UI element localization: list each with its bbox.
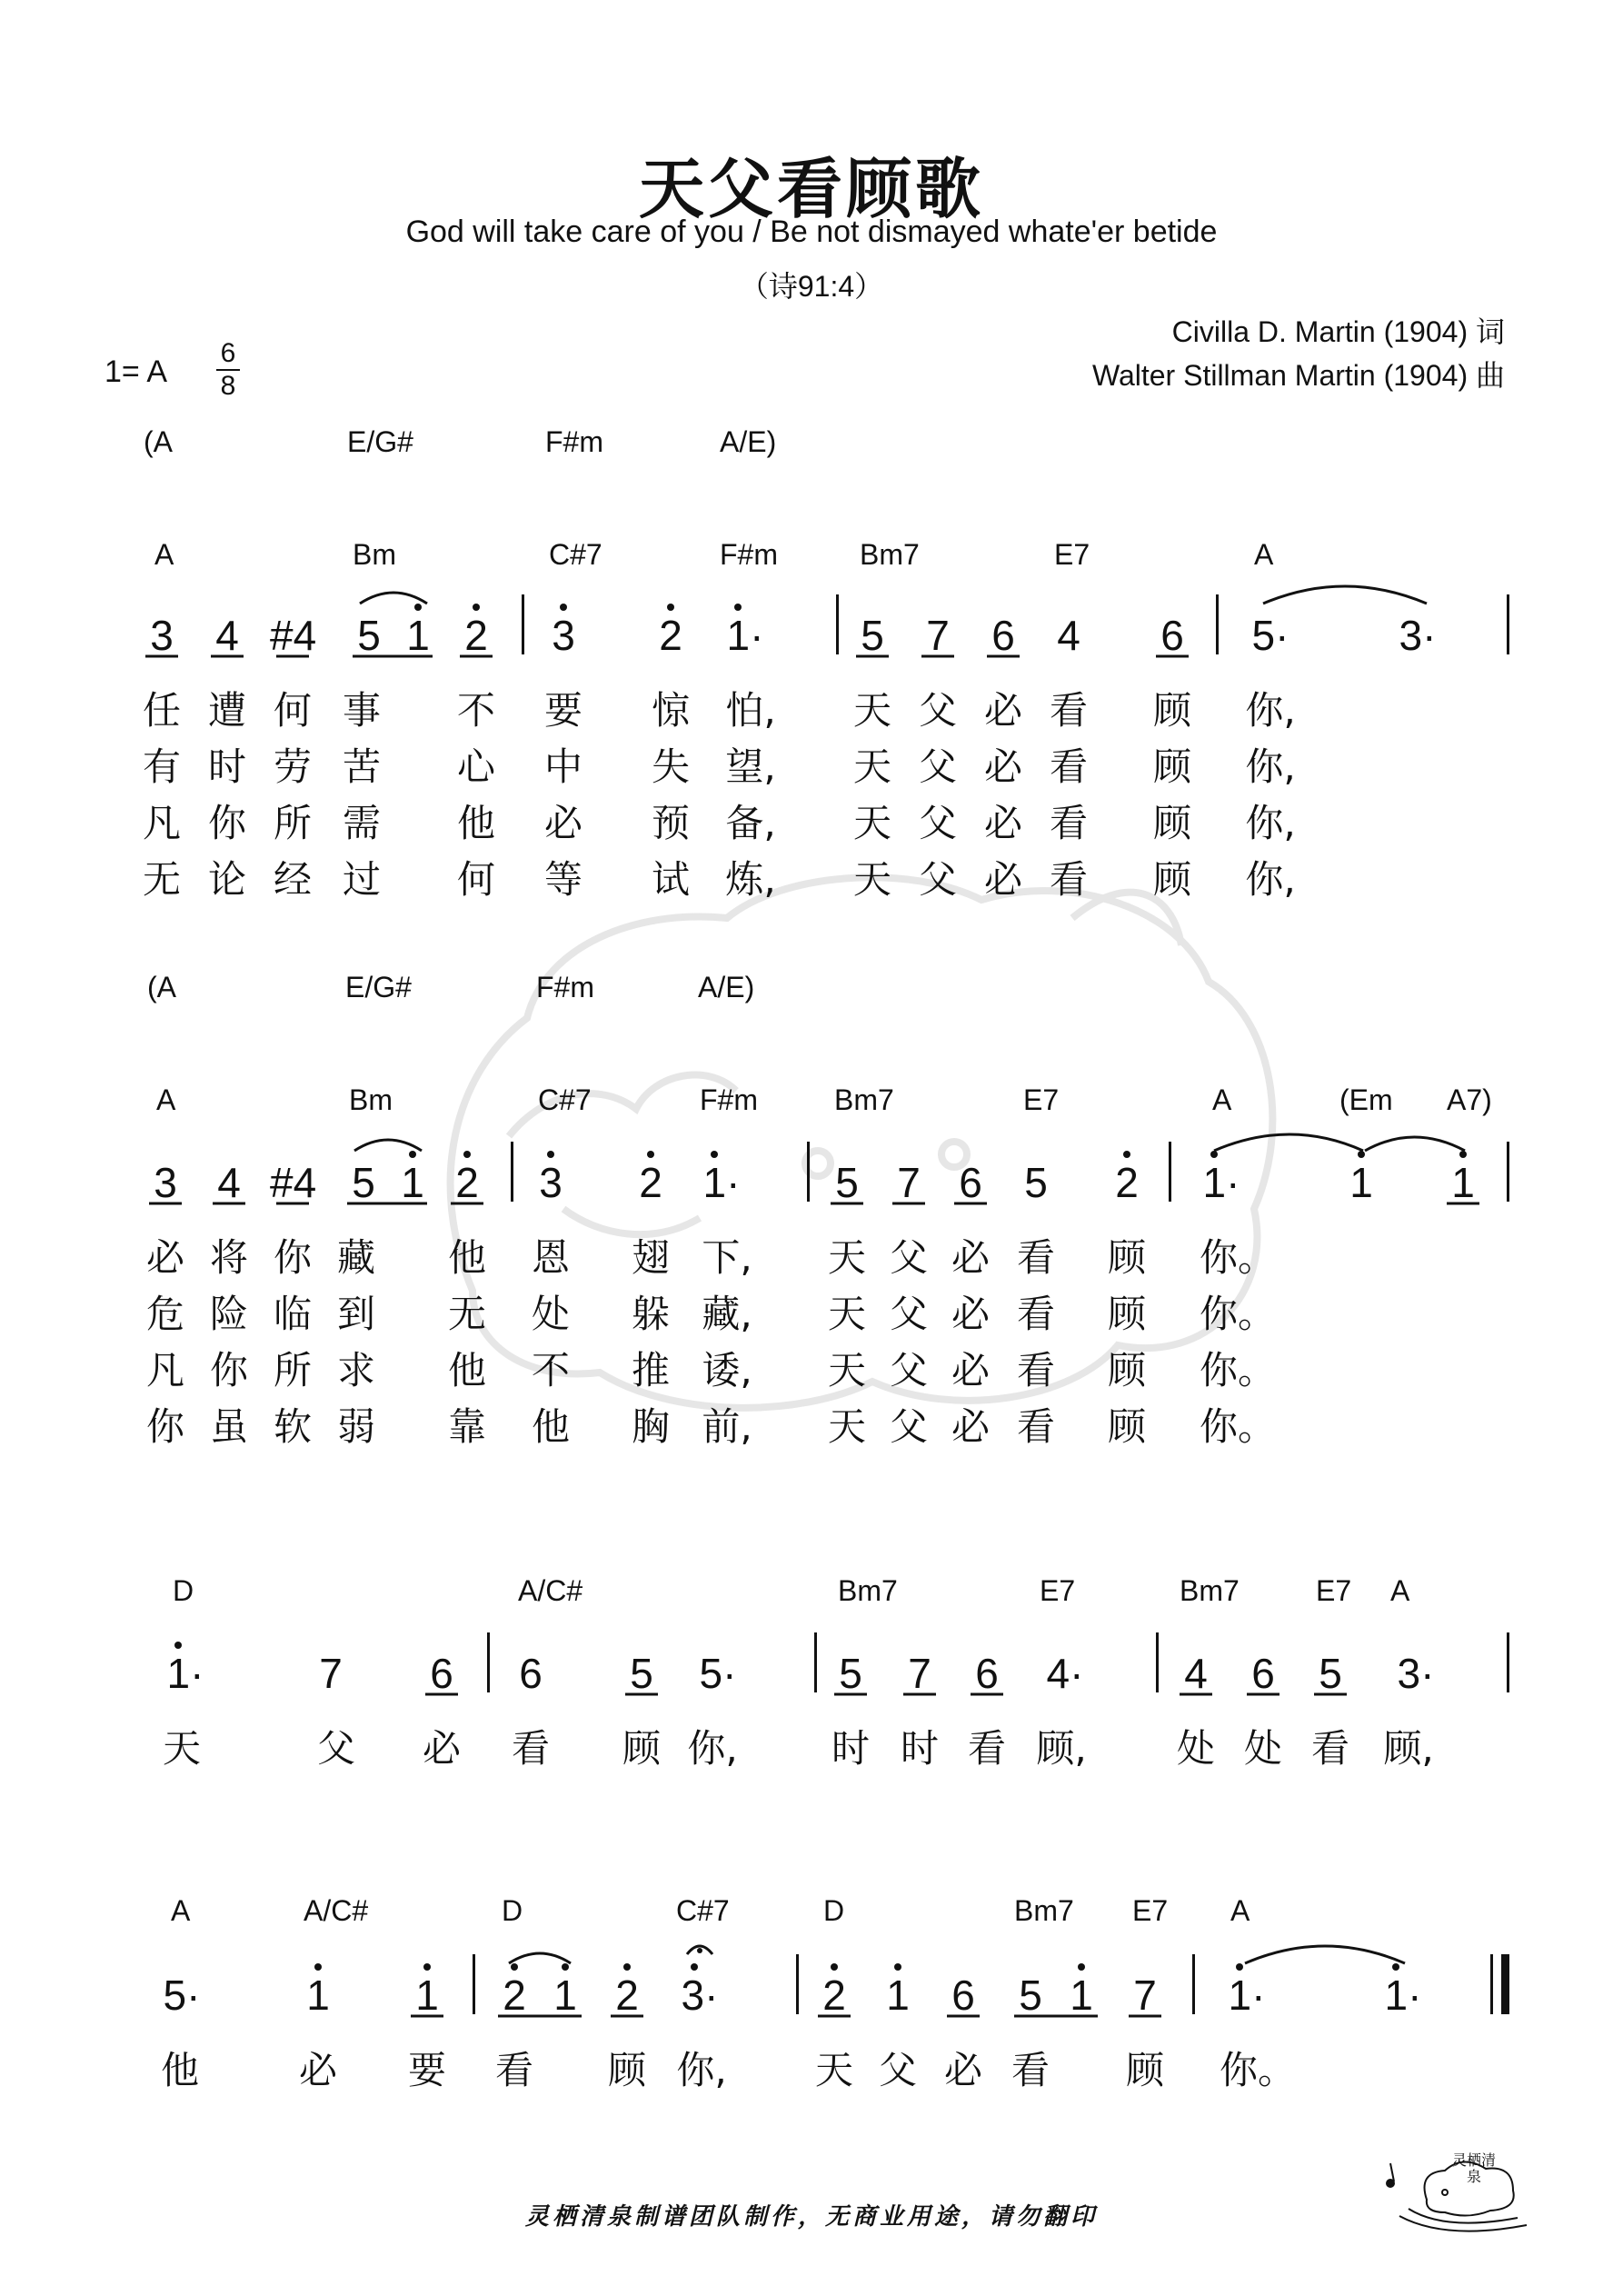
lyric: 天 <box>827 1292 866 1336</box>
lyric: 他 <box>456 801 495 845</box>
note: 5 <box>1019 1972 1042 2019</box>
lyric: 他 <box>531 1404 570 1449</box>
lyric: 你 <box>273 1235 312 1280</box>
note: 1 <box>306 1972 330 2019</box>
lyric: 天 <box>852 857 891 902</box>
note: 2 <box>822 1972 846 2019</box>
note: 2 <box>639 1159 662 1206</box>
lyric: 靠 <box>447 1404 486 1449</box>
lyric: 顾 <box>607 2048 646 2092</box>
alt-chord: F#m <box>545 425 603 458</box>
lyric: 父 <box>889 1348 928 1393</box>
lyric: 天 <box>852 744 891 789</box>
lyric: 何 <box>456 857 495 902</box>
lyric: 临 <box>273 1292 312 1336</box>
lyric: 你 <box>145 1404 184 1449</box>
lyric: 父 <box>889 1404 928 1449</box>
lyric: 他 <box>447 1235 486 1280</box>
lyric: 软 <box>273 1404 312 1449</box>
note: 6 <box>1160 612 1184 659</box>
lyric: 父 <box>316 1726 355 1771</box>
lyric: 任 <box>142 688 181 733</box>
lyric: 失 <box>651 744 690 789</box>
lyric: 经 <box>273 857 312 902</box>
lyric: 看 <box>1049 857 1088 902</box>
note: 5 <box>630 1650 653 1697</box>
note: 5· <box>699 1650 737 1697</box>
chord-symbol: D <box>823 1894 845 1927</box>
lyric: 看 <box>494 2048 533 2092</box>
lyric: 躲 <box>631 1292 670 1336</box>
key-signature: 1= A <box>105 354 168 389</box>
note: 3· <box>1397 1650 1435 1697</box>
note: 5 <box>861 612 884 659</box>
chord-symbol: E7 <box>1316 1574 1352 1607</box>
chord-symbol: A <box>171 1894 191 1927</box>
lyric: 你, <box>1245 857 1296 902</box>
note: 7 <box>926 612 950 659</box>
lyric: 看 <box>1049 801 1088 845</box>
note: 1 <box>886 1972 910 2019</box>
lyric: 下, <box>702 1235 752 1280</box>
chord-symbol: Bm7 <box>860 538 920 571</box>
chord-symbol: A/C# <box>304 1894 369 1927</box>
lyric: 何 <box>273 688 312 733</box>
lyric: 论 <box>207 857 246 902</box>
time-numerator: 6 <box>220 338 236 368</box>
lyric: 备, <box>725 801 776 845</box>
lyric: 你。 <box>1220 2048 1297 2092</box>
lyric: 前, <box>702 1404 752 1449</box>
lyric: 所 <box>273 801 312 845</box>
lyric: 你。 <box>1200 1404 1277 1449</box>
note: 4 <box>217 1159 241 1206</box>
lyric: 看 <box>1016 1404 1055 1449</box>
chord-symbol: A <box>1212 1083 1232 1116</box>
note: 1· <box>1384 1972 1422 2019</box>
lyric: 你。 <box>1200 1292 1277 1336</box>
lyricist-credit: Civilla D. Martin (1904) 词 <box>1171 315 1505 348</box>
lyric: 心 <box>456 744 495 789</box>
chord-symbol: A/C# <box>518 1574 583 1607</box>
lyric: 不 <box>531 1348 570 1393</box>
lyric: 无 <box>447 1292 486 1336</box>
logo-text: 灵栖清泉 <box>1451 2151 1496 2185</box>
scripture-reference: （诗91:4） <box>739 270 884 303</box>
lyric: 凡 <box>145 1348 184 1393</box>
chord-symbol: Bm7 <box>834 1083 894 1116</box>
note: 1· <box>702 1159 741 1206</box>
lyric: 时 <box>207 744 246 789</box>
lyric: 惊 <box>651 688 690 733</box>
chord-symbol: Bm7 <box>838 1574 898 1607</box>
lyric: 他 <box>160 2048 199 2092</box>
chord-symbol: Bm <box>353 538 396 571</box>
note: 5 <box>357 612 381 659</box>
lyric: 你, <box>676 2048 727 2092</box>
chord-symbol: A <box>1230 1894 1250 1927</box>
note: 4 <box>215 612 239 659</box>
lyric: 将 <box>209 1235 248 1280</box>
note: 6 <box>959 1159 982 1206</box>
lyric: 时 <box>831 1726 870 1771</box>
lyric: 看 <box>1016 1348 1055 1393</box>
lyric: 父 <box>878 2048 917 2092</box>
lyric: 虽 <box>209 1404 248 1449</box>
alt-chord: F#m <box>536 971 594 1003</box>
note: 2 <box>659 612 682 659</box>
lyric: 望, <box>725 744 776 789</box>
lyric: 你, <box>1245 744 1296 789</box>
note: 5 <box>839 1650 862 1697</box>
lyric: 有 <box>142 744 181 789</box>
lyric: 顾 <box>1152 801 1191 845</box>
note: 7 <box>897 1159 921 1206</box>
lyric: 必 <box>145 1235 184 1280</box>
chord-symbol: A <box>1254 538 1274 571</box>
chord-symbol: D <box>173 1574 194 1607</box>
lyric: 恩 <box>531 1235 570 1280</box>
song-title: 天父看顾歌 <box>638 151 984 227</box>
lyric: 看 <box>1049 688 1088 733</box>
lyric: 看 <box>967 1726 1006 1771</box>
note: 1 <box>1070 1972 1093 2019</box>
note: 1· <box>726 612 764 659</box>
lyric: 必 <box>951 1348 990 1393</box>
chord-symbol: E7 <box>1023 1083 1060 1116</box>
lyric: 你。 <box>1200 1348 1277 1393</box>
lyric: 必 <box>951 1235 990 1280</box>
note: 4 <box>1057 612 1080 659</box>
lyric: 看 <box>1011 2048 1050 2092</box>
lyric: 顾 <box>1152 857 1191 902</box>
lyric: 推 <box>631 1348 670 1393</box>
lyric: 要 <box>407 2048 446 2092</box>
lyric: 需 <box>342 801 381 845</box>
lyric: 必 <box>422 1726 461 1771</box>
chord-symbol: C#7 <box>549 538 602 571</box>
lyric: 看 <box>1016 1292 1055 1336</box>
note: 1· <box>166 1650 204 1697</box>
note: 6 <box>519 1650 543 1697</box>
lyric: 到 <box>336 1292 375 1336</box>
song-subtitle: God will take care of you / Be not dismayed whate'er betide <box>405 215 1218 249</box>
lyric: 苦 <box>342 744 381 789</box>
alt-chord: E/G# <box>347 425 413 458</box>
alt-chord: E/G# <box>345 971 412 1003</box>
note: 6 <box>1251 1650 1275 1697</box>
lyric: 时 <box>900 1726 939 1771</box>
lyric: 凡 <box>142 801 181 845</box>
note: 2 <box>455 1159 479 1206</box>
lyric: 藏, <box>702 1292 752 1336</box>
chord-symbol: A7) <box>1447 1083 1492 1116</box>
lyric: 所 <box>273 1348 312 1393</box>
lyric: 你, <box>1245 688 1296 733</box>
note: 5 <box>352 1159 375 1206</box>
lyric: 看 <box>1016 1235 1055 1280</box>
note: 3 <box>150 612 174 659</box>
lyric: 天 <box>162 1726 201 1771</box>
footer-notice: 灵栖清泉制谱团队制作，无商业用途，请勿翻印 <box>524 2203 1098 2231</box>
lyric: 必 <box>951 1292 990 1336</box>
note: 5 <box>1319 1650 1342 1697</box>
note: 2 <box>615 1972 639 2019</box>
lyric: 过 <box>342 857 381 902</box>
lyric: 炼, <box>725 857 776 902</box>
lyric: 诿, <box>702 1348 752 1393</box>
lyric: 你, <box>1245 801 1296 845</box>
alt-chord: (A <box>147 971 176 1003</box>
chord-symbol: A <box>154 538 174 571</box>
lyric: 你 <box>207 801 246 845</box>
chord-symbol: A <box>156 1083 176 1116</box>
lyric: 父 <box>889 1235 928 1280</box>
note: 6 <box>991 612 1015 659</box>
lyric: 试 <box>651 857 690 902</box>
lyric: 处 <box>1243 1726 1282 1771</box>
lyric: 必 <box>983 744 1022 789</box>
note: 5 <box>1024 1159 1048 1206</box>
note: 3 <box>154 1159 177 1206</box>
note: 6 <box>951 1972 975 2019</box>
lyric: 中 <box>543 744 582 789</box>
lyric: 险 <box>209 1292 248 1336</box>
chord-symbol: E7 <box>1132 1894 1169 1927</box>
lyric: 顾 <box>1125 2048 1164 2092</box>
lyric: 必 <box>943 2048 982 2092</box>
lyric: 求 <box>336 1348 375 1393</box>
note: 1· <box>1202 1159 1240 1206</box>
chord-symbol: Bm7 <box>1180 1574 1240 1607</box>
note: 1 <box>406 612 430 659</box>
lyric: 看 <box>1049 744 1088 789</box>
note: 1 <box>553 1972 577 2019</box>
chord-symbol: A <box>1390 1574 1410 1607</box>
note: 3 <box>539 1159 563 1206</box>
lyric: 天 <box>827 1348 866 1393</box>
lyric: 顾 <box>1107 1404 1146 1449</box>
chord-symbol: F#m <box>700 1083 758 1116</box>
note: 1 <box>401 1159 424 1206</box>
alt-chord: A/E) <box>698 971 755 1003</box>
lyric: 必 <box>298 2048 337 2092</box>
lyric: 天 <box>827 1235 866 1280</box>
lyric: 你 <box>209 1348 248 1393</box>
lyric: 必 <box>951 1404 990 1449</box>
note: 7 <box>319 1650 343 1697</box>
note: 2 <box>464 612 488 659</box>
lyric: 他 <box>447 1348 486 1393</box>
lyric: 你。 <box>1200 1235 1277 1280</box>
note: #4 <box>270 1159 317 1206</box>
chord-symbol: C#7 <box>538 1083 592 1116</box>
lyric: 藏 <box>336 1235 375 1280</box>
lyric: 必 <box>983 857 1022 902</box>
chord-symbol: (Em <box>1339 1083 1393 1116</box>
lyric: 劳 <box>273 744 312 789</box>
lyric: 无 <box>142 857 181 902</box>
lyric: 天 <box>827 1404 866 1449</box>
note: 7 <box>908 1650 931 1697</box>
note: 5· <box>163 1972 201 2019</box>
lyric: 预 <box>651 801 690 845</box>
lyric: 看 <box>511 1726 550 1771</box>
lyric: 不 <box>456 688 495 733</box>
lyric: 处 <box>1176 1726 1215 1771</box>
lyric: 顾, <box>1383 1726 1434 1771</box>
lyric: 胸 <box>631 1404 670 1449</box>
lyric: 弱 <box>336 1404 375 1449</box>
lyric: 必 <box>983 688 1022 733</box>
lyric: 父 <box>918 857 957 902</box>
note: 5 <box>835 1159 859 1206</box>
lyric: 父 <box>918 744 957 789</box>
note: 4 <box>1184 1650 1208 1697</box>
note: 5· <box>1251 612 1289 659</box>
lyric: 顾 <box>1107 1348 1146 1393</box>
alt-chord: A/E) <box>720 425 777 458</box>
lyric: 顾, <box>1036 1726 1087 1771</box>
composer-credit: Walter Stillman Martin (1904) 曲 <box>1091 359 1505 392</box>
time-denominator: 8 <box>220 371 236 401</box>
lyric: 顾 <box>1152 688 1191 733</box>
lyric: 你, <box>687 1726 738 1771</box>
lyric: 天 <box>852 688 891 733</box>
note: 4· <box>1046 1650 1084 1697</box>
lyric: 要 <box>543 688 582 733</box>
lyric: 父 <box>918 801 957 845</box>
chord-symbol: Bm7 <box>1014 1894 1074 1927</box>
lyric: 怕, <box>725 688 776 733</box>
lyric: 顾 <box>1107 1292 1146 1336</box>
lyric: 翅 <box>631 1235 670 1280</box>
chord-symbol: Bm <box>349 1083 393 1116</box>
lyric: 看 <box>1310 1726 1349 1771</box>
chord-symbol: D <box>502 1894 523 1927</box>
note: #4 <box>270 612 317 659</box>
chord-symbol: E7 <box>1040 1574 1076 1607</box>
note: 1 <box>1349 1159 1373 1206</box>
note: 6 <box>975 1650 999 1697</box>
lyric: 事 <box>342 688 381 733</box>
lyric: 天 <box>814 2048 853 2092</box>
lyric: 危 <box>145 1292 184 1336</box>
lyric: 父 <box>918 688 957 733</box>
note: 7 <box>1133 1972 1157 2019</box>
note: 1 <box>415 1972 439 2019</box>
note: 2 <box>1115 1159 1139 1206</box>
note: 3· <box>681 1972 719 2019</box>
note: 3 <box>552 612 575 659</box>
chord-symbol: E7 <box>1054 538 1090 571</box>
note: 3· <box>1399 612 1437 659</box>
lyric: 父 <box>889 1292 928 1336</box>
lyric: 等 <box>543 857 582 902</box>
lyric: 处 <box>531 1292 570 1336</box>
chord-symbol: C#7 <box>676 1894 730 1927</box>
lyric: 顾 <box>1107 1235 1146 1280</box>
note: 1 <box>1451 1159 1475 1206</box>
lyric: 天 <box>852 801 891 845</box>
note: 2 <box>503 1972 526 2019</box>
lyric: 必 <box>543 801 582 845</box>
chord-symbol: F#m <box>720 538 778 571</box>
lyric: 必 <box>983 801 1022 845</box>
alt-chord: (A <box>144 425 173 458</box>
lyric: 遭 <box>207 688 246 733</box>
note: 1· <box>1228 1972 1266 2019</box>
lyric: 顾 <box>1152 744 1191 789</box>
note: 6 <box>430 1650 453 1697</box>
lyric: 顾 <box>622 1726 661 1771</box>
